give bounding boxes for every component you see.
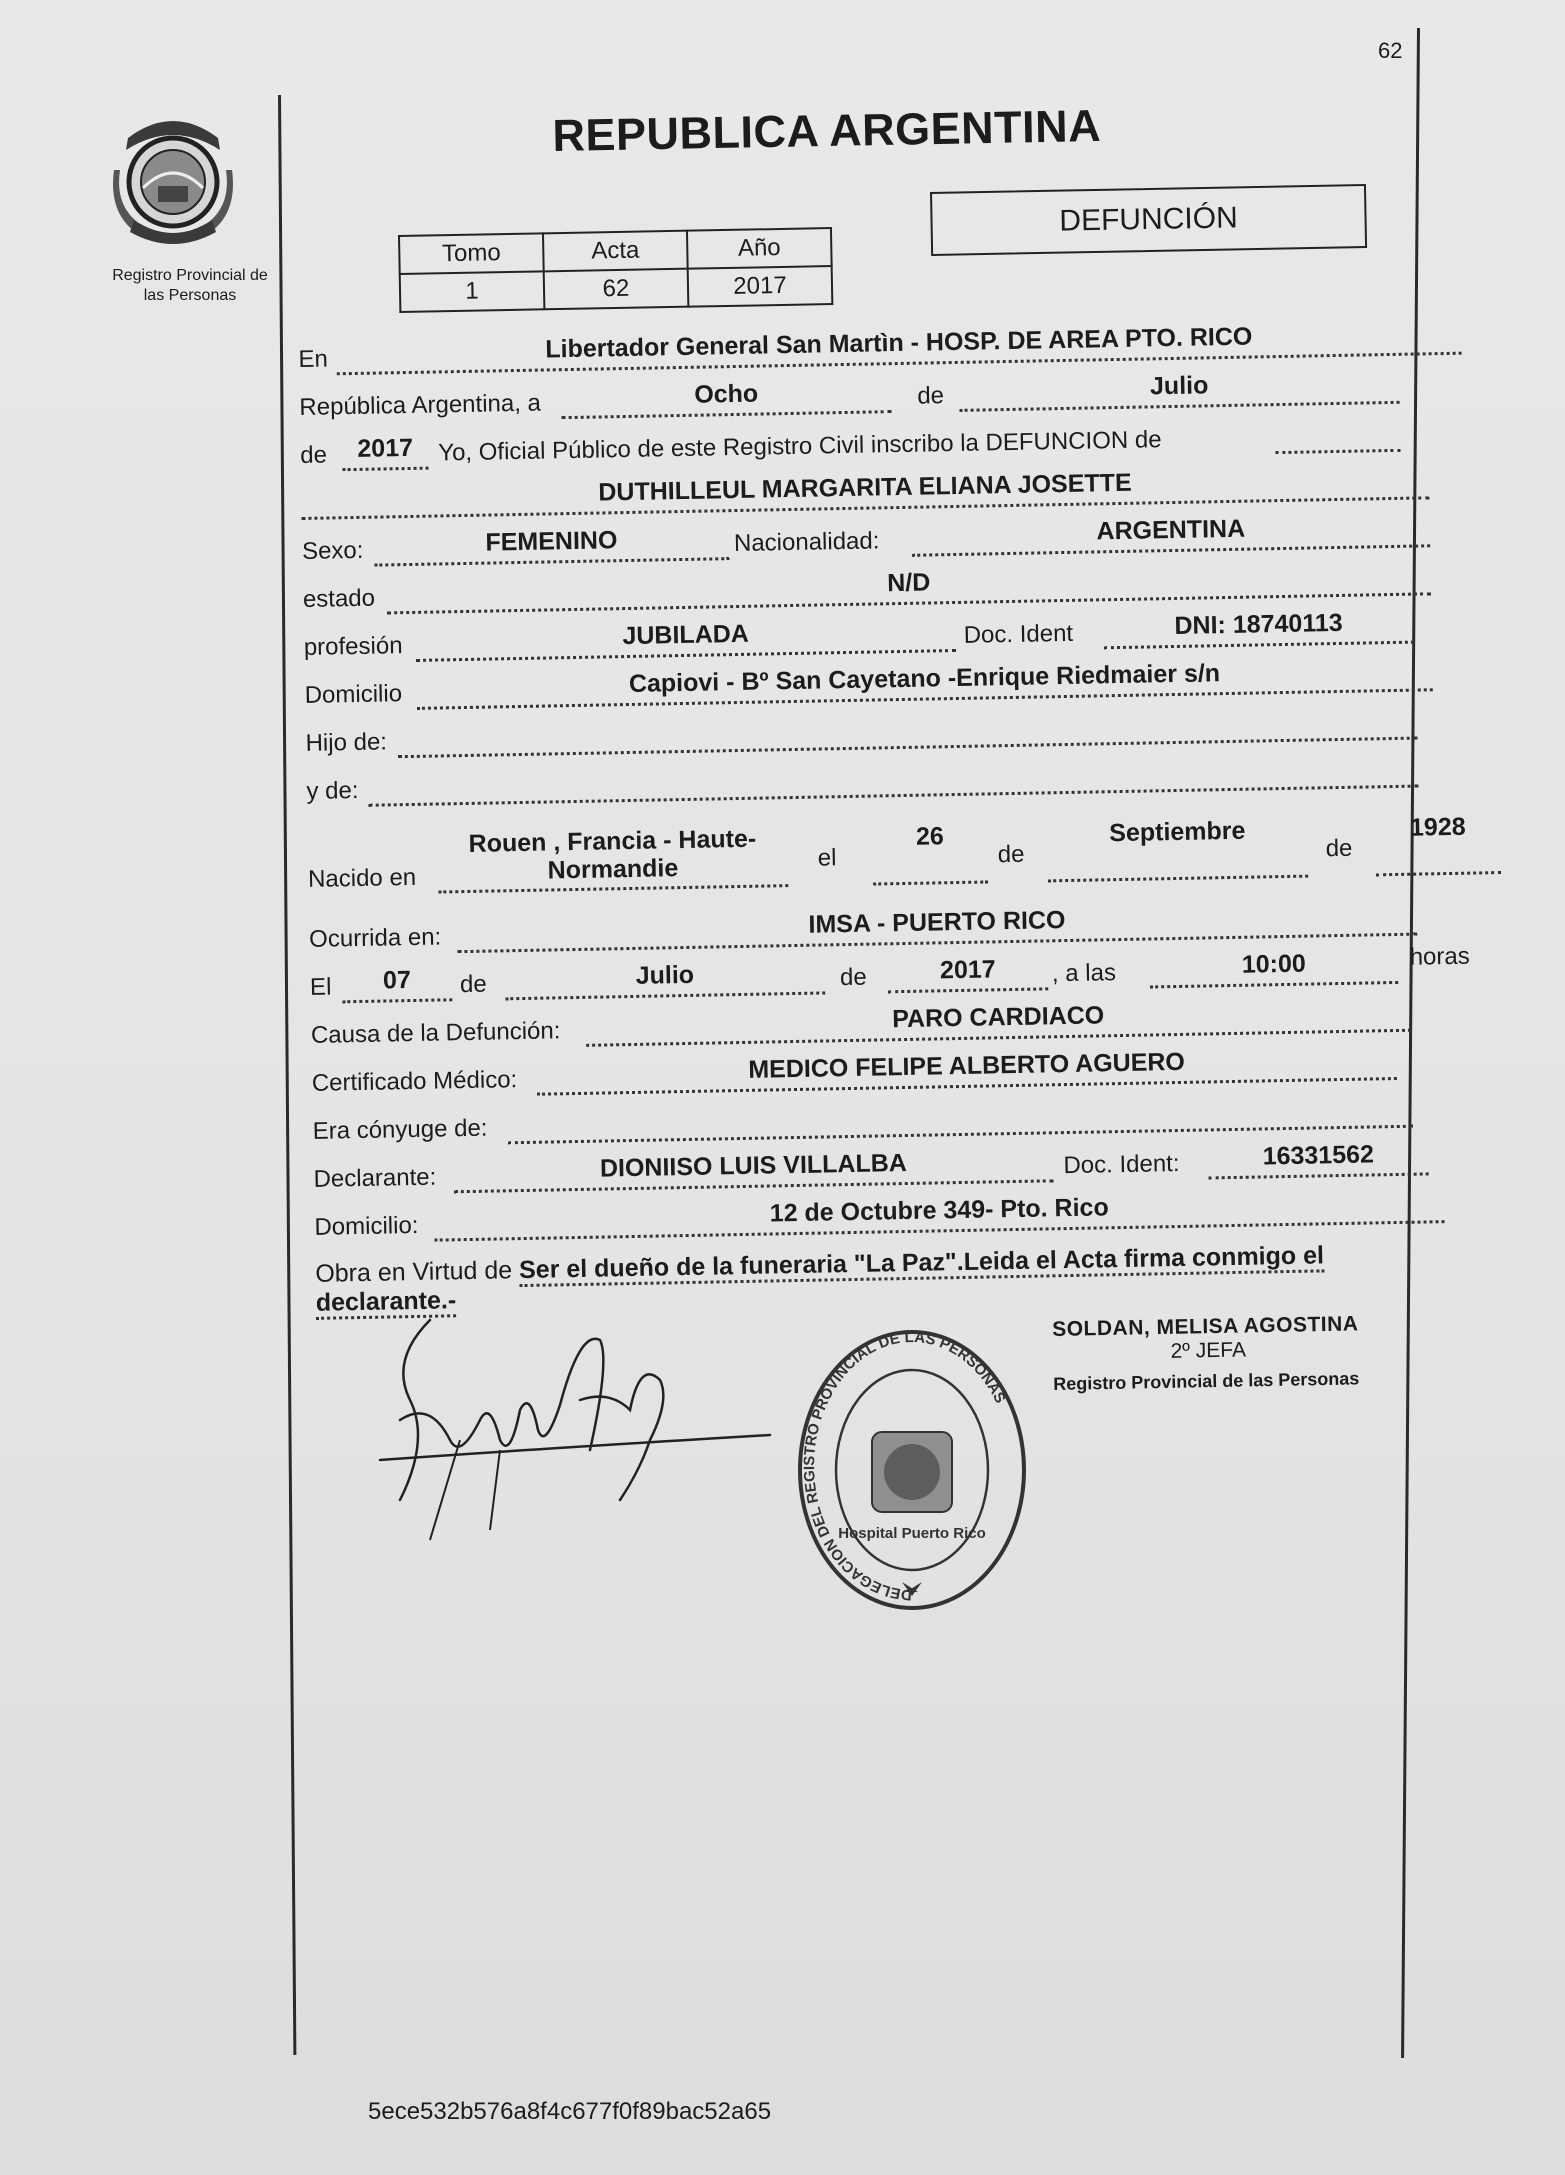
hijo-label: Hijo de: (305, 728, 388, 757)
birth-de1-label: de (997, 840, 1025, 869)
nacionalidad-field: ARGENTINA (912, 510, 1431, 556)
death-year-field: 2017 (888, 953, 1049, 993)
alas-label: , a las (1051, 959, 1117, 988)
ocurrida-label: Ocurrida en: (308, 923, 442, 953)
registry-label-line1: Registro Provincial de (112, 267, 268, 284)
death-certificate-form (298, 309, 1470, 1317)
obra-field: Ser el dueño de la funeraria "La Paz".Leida el Acta firma conmigo el declarante.- (316, 1241, 1325, 1319)
table-value-acta: 62 (544, 269, 689, 310)
official-registry: Registro Provincial de las Personas (1053, 1368, 1360, 1394)
year-prefix-label: de (300, 441, 328, 469)
death-el-label: El (309, 973, 332, 1001)
declarant-signature-icon (370, 1300, 790, 1560)
doc-ident-label: Doc. Ident (963, 619, 1074, 649)
official-name: SOLDAN, MELISA AGOSTINA (1052, 1312, 1359, 1341)
nacido-label: Nacido en (307, 863, 417, 893)
record-table (398, 227, 833, 313)
nacido-field: Rouen , Francia - Haute-Normandie (437, 824, 788, 893)
misiones-seal-icon (108, 110, 238, 250)
declarante-doc-label: Doc. Ident: (1063, 1149, 1180, 1180)
conyuge-label: Era cónyuge de: (312, 1114, 488, 1145)
death-de2-label: de (839, 963, 867, 992)
estado-field: N/D (387, 558, 1432, 614)
registry-label-line2: las Personas (143, 287, 237, 304)
causa-label: Causa de la Defunción: (310, 1017, 561, 1049)
deceased-name-field: DUTHILLEUL MARGARITA ELIANA JOSETTE (301, 462, 1429, 520)
table-header-tomo: Tomo (399, 233, 544, 274)
en-field: Libertador General San Martìn - HOSP. DE AREA PTO. RICO (336, 318, 1461, 376)
table-value-tomo: 1 (400, 271, 545, 312)
nacionalidad-label: Nacionalidad: (733, 527, 880, 558)
en-label: En (298, 345, 329, 373)
table-value-ano: 2017 (688, 266, 833, 307)
page-number: 62 (1378, 38, 1403, 63)
page-title: REPUBLICA ARGENTINA (552, 99, 1102, 161)
death-time-field: 10:00 (1150, 947, 1399, 989)
republica-label: República Argentina, a (299, 389, 542, 421)
table-header-ano: Año (687, 228, 832, 269)
declarante-doc-field: 16331562 (1208, 1138, 1429, 1179)
yde-label: y de: (306, 776, 359, 805)
death-month-field: Julio (505, 957, 826, 1000)
profesion-field: JUBILADA (415, 615, 956, 662)
birth-de2-label: de (1325, 834, 1353, 863)
official-signature-block (1052, 1312, 1393, 1395)
domicilio-field: Capiovi - Bº San Cayetano -Enrique Riedmaier s/n (416, 654, 1433, 710)
sexo-label: Sexo: (301, 536, 364, 565)
doc-ident-field: DNI: 18740113 (1103, 607, 1414, 650)
decl-domicilio-label: Domicilio: (314, 1211, 419, 1241)
birth-el-label: el (817, 844, 837, 872)
certificado-field: MEDICO FELIPE ALBERTO AGUERO (536, 1043, 1397, 1096)
doc-type-box: DEFUNCIÓN (930, 184, 1367, 256)
de-label: de (917, 382, 945, 410)
estado-label: estado (302, 584, 376, 613)
registry-stamp-icon (790, 1320, 1035, 1620)
stamp-inner-text: Hospital Puerto Rico (838, 1525, 986, 1542)
declarante-label: Declarante: (313, 1163, 437, 1193)
registry-label (80, 266, 300, 306)
year-field: 2017 (342, 433, 429, 472)
day-field: Ocho (561, 376, 892, 419)
decl-domicilio-field: 12 de Octubre 349- Pto. Rico (434, 1186, 1445, 1242)
sexo-field: FEMENINO (374, 523, 730, 566)
inscribo-text: Yo, Oficial Público de este Registro Civil inscribo la DEFUNCION de (438, 426, 1162, 467)
official-role: 2º JEFA (1170, 1338, 1247, 1363)
birth-month-field: Septiembre (1047, 815, 1308, 883)
horas-label: horas (1409, 942, 1470, 971)
birth-year-field: 1928 (1375, 811, 1501, 876)
declarante-field: DIONIISO LUIS VILLALBA (453, 1145, 1054, 1193)
left-margin-line (278, 95, 296, 2055)
table-header-acta: Acta (543, 231, 688, 272)
ocurrida-field: IMSA - PUERTO RICO (457, 899, 1418, 954)
yde-field (368, 751, 1419, 807)
obra-label: Obra en Virtud de (315, 1256, 513, 1288)
birth-day-field: 26 (872, 820, 988, 885)
inscribo-tail-field (1275, 415, 1401, 454)
domicilio-label: Domicilio (304, 680, 403, 709)
stamp-ring-text: DELEGACION DEL REGISTRO PROVINCIAL DE LAS PERSONAS (800, 1328, 1009, 1604)
certificado-label: Certificado Médico: (311, 1066, 518, 1097)
row-nacido (307, 805, 1476, 898)
footer-hash: 5ece532b576a8f4c677f0f89bac52a65 (368, 2098, 772, 2125)
death-de1-label: de (459, 970, 487, 999)
month-field: Julio (959, 367, 1400, 412)
causa-field: PARO CARDIACO (586, 995, 1412, 1047)
death-day-field: 07 (342, 964, 453, 1003)
profesion-label: profesión (303, 632, 403, 661)
